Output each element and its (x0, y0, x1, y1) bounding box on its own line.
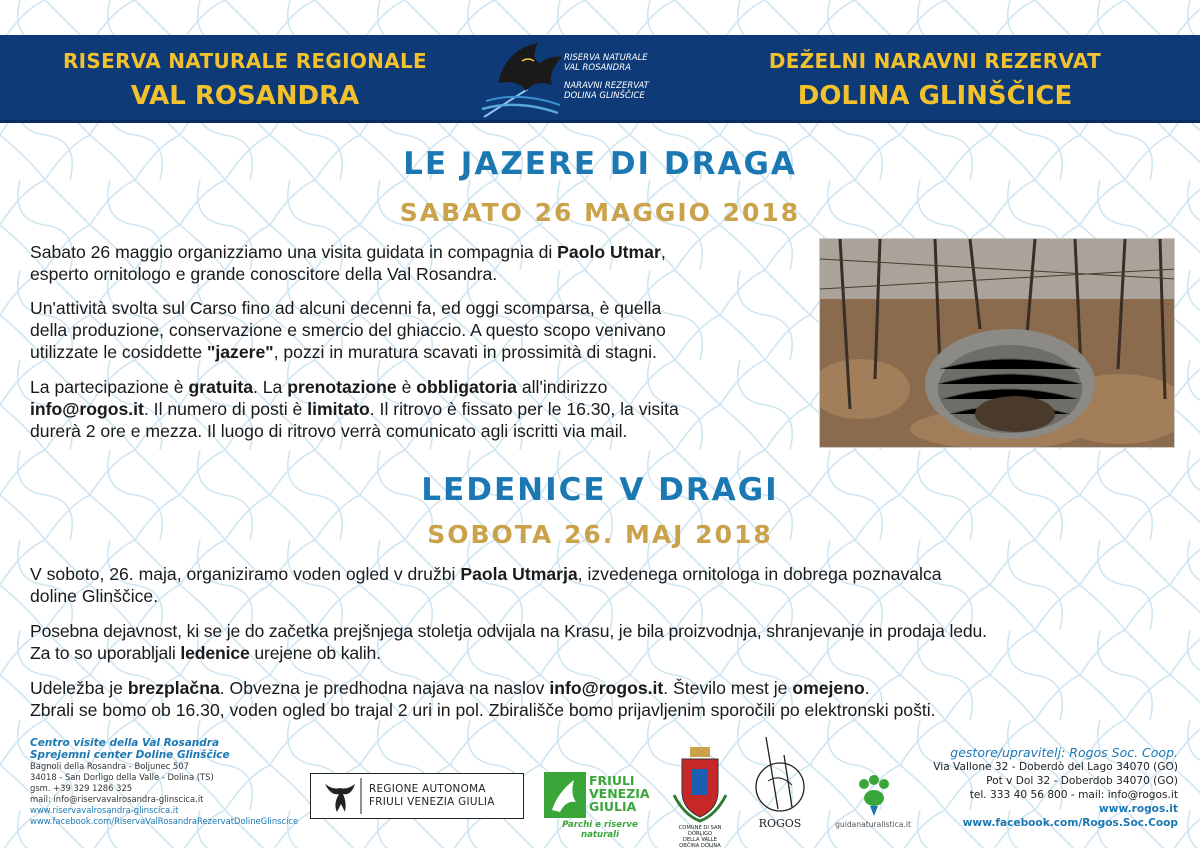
header-right (745, 35, 1125, 123)
text: della produzione, conservazione e smercio del ghiaccio. A questo scopo venivano (30, 320, 666, 340)
reserve-logo-text (564, 53, 676, 101)
comune-logo (668, 745, 732, 848)
visitor-center-title-it: Centro visite della Val Rosandra (30, 737, 220, 749)
header-left-line2: VAL ROSANDRA (130, 81, 360, 111)
coat-of-arms-icon (668, 745, 732, 825)
italian-date: SABATO 26 MAGGIO 2018 (399, 198, 801, 227)
visitor-center-info (30, 737, 310, 827)
fvg-parks-logo (544, 772, 654, 840)
text: . (864, 678, 870, 698)
text: Udeležba je (30, 678, 128, 698)
slovene-paragraph-2 (30, 620, 1180, 664)
address-line: Bagnoli della Rosandra - Boljunec 507 (30, 761, 190, 771)
italian-title: LE JAZERE DI DRAGA (403, 146, 797, 182)
mail-line: mail: info@riservavalrosandra-glinscica.it (30, 794, 204, 804)
regione-text (369, 783, 495, 809)
text: all'indirizzo (516, 377, 608, 397)
phone-line: gsm. +39 329 1286 325 (30, 783, 133, 793)
comune-text (668, 825, 732, 848)
italian-paragraph-2 (30, 297, 810, 363)
text: . Obvezna je predhodna najava na naslov (219, 678, 550, 698)
jazere-term: "jazere" (207, 342, 274, 362)
comune-line-3: OBČINA DOLINA (679, 843, 721, 848)
header-right-line2: DOLINA GLINŠČICE (797, 81, 1073, 111)
text: . La (253, 377, 288, 397)
text: esperto ornitologo e grande conoscitore della Val Rosandra. (30, 264, 498, 284)
bold-term: gratuita (188, 377, 253, 397)
header-banner (0, 35, 1200, 123)
text: , pozzi in muratura scavati in prossimità di stagni. (273, 342, 657, 362)
bold-term: limitato (307, 399, 370, 419)
fvg-word (589, 774, 650, 813)
text: urejene ob kalih. (249, 643, 381, 663)
regione-fvg-logo (310, 773, 524, 819)
email-link[interactable]: info@rogos.it (549, 678, 664, 698)
bold-term: brezplačna (127, 678, 220, 698)
slovene-paragraph-1 (30, 563, 1180, 607)
manager-info (838, 745, 1178, 830)
contact-line: tel. 333 40 56 800 - mail: info@rogos.it (969, 789, 1178, 801)
guida-text: guidanaturalistica.it (835, 820, 911, 829)
address-line: 34018 - San Dorligo della Valle - Dolina (TS) (30, 772, 214, 782)
text: Sabato 26 maggio organizziamo una visita guidata in compagnia di (30, 242, 558, 262)
bold-term: omejeno (792, 678, 865, 698)
visitor-center-title-sl: Sprejemni center Doline Glinščice (30, 749, 230, 761)
website-link[interactable]: www.riservavalrosandra-glinscica.it (30, 805, 179, 815)
text: doline Glinščice. (30, 586, 159, 606)
text: . Il numero di posti è (143, 399, 308, 419)
address-line: Via Vallone 32 - Doberdò del Lago 34070 (GO) (933, 761, 1178, 773)
fvg-subtitle: Parchi e riserve naturali (562, 820, 638, 840)
text: La partecipazione è (30, 377, 189, 397)
slovene-title: LEDENICE V DRAGI (421, 472, 779, 508)
header-right-line1: DEŽELNI NARAVNI REZERVAT (768, 49, 1102, 73)
facebook-link[interactable]: www.facebook.com/RiservaValRosandraRezervatDolineGlinscice (30, 816, 299, 826)
regione-line-2: FRIULI VENEZIA GIULIA (369, 796, 495, 808)
header-left (55, 35, 435, 123)
text: Zbrali se bomo ob 16.30, voden ogled bo trajal 2 uri in pol. Zbirališče bomo prijavljenim sporočili po elektronski pošti. (30, 700, 936, 720)
text: . Il ritrovo è fissato per le 16.30, la visita (369, 399, 679, 419)
facebook-link[interactable]: www.facebook.com/Rogos.Soc.Coop (962, 817, 1178, 829)
rogos-text: ROGOS (758, 817, 802, 830)
ice-well-photo (819, 238, 1175, 448)
text: Un'attività svolta sul Carso fino ad alcuni decenni fa, ed oggi scomparsa, è quella (30, 298, 662, 318)
logo-line-1: RISERVA NATURALE (564, 53, 648, 63)
text: è (396, 377, 417, 397)
slovene-paragraph-3 (30, 677, 1180, 721)
regione-line-1: REGIONE AUTONOMA (369, 783, 486, 795)
logo-line-2: VAL ROSANDRA (564, 63, 631, 73)
text: utilizzate le cosiddette (30, 342, 208, 362)
text: . Število mest je (663, 678, 793, 698)
guide-name: Paolo Utmar (557, 242, 661, 262)
text: Posebna dejavnost, ki se je do začetka prejšnjega stoletja odvijala na Krasu, je bila proizvodnja, shranjevanje in prodaja ledu. (30, 621, 987, 641)
text: , (660, 242, 666, 262)
header-left-line1: RISERVA NATURALE REGIONALE (62, 49, 427, 73)
text: Za to so uporabljali (30, 643, 181, 663)
bold-term: prenotazione (287, 377, 397, 397)
website-link[interactable]: www.rogos.it (1098, 803, 1178, 815)
guide-name: Paola Utmarja (460, 564, 578, 584)
fvg-line-3: GIULIA (589, 799, 637, 814)
email-link[interactable]: info@rogos.it (30, 399, 144, 419)
text: V soboto, 26. maja, organiziramo voden ogled v družbi (30, 564, 461, 584)
fvg-line-1: FRIULI (589, 773, 635, 788)
rogos-logo (748, 735, 812, 835)
bold-term: obbligatoria (416, 377, 517, 397)
reserve-logo (478, 39, 678, 119)
fvg-line-2: VENEZIA (589, 786, 650, 801)
eagle-icon (317, 774, 363, 818)
logo-line-3: NARAVNI REZERVAT (564, 81, 649, 91)
rogos-circle-icon (748, 735, 812, 817)
ledenice-term: ledenice (180, 643, 250, 663)
text: , izvedenega ornitologa in dobrega poznavalca (577, 564, 942, 584)
comune-line-2: DELLA VALLE (682, 837, 718, 843)
slovene-date: SOBOTA 26. MAJ 2018 (427, 520, 773, 549)
logo-line-4: DOLINA GLINŠČICE (564, 91, 645, 101)
manager-title: gestore/upravitelj: Rogos Soc. Coop. (950, 745, 1178, 760)
comune-line-1: COMUNE DI SAN DORLIGO (678, 825, 722, 837)
italian-paragraph-1 (30, 241, 810, 285)
bat-icon (478, 39, 564, 119)
text: durerà 2 ore e mezza. Il luogo di ritrovo verrà comunicato agli iscritti via mail. (30, 421, 628, 441)
italian-paragraph-3 (30, 376, 810, 442)
eagle-green-icon (544, 772, 586, 818)
address-line: Pot v Dol 32 - Doberdob 34070 (GO) (986, 775, 1178, 787)
